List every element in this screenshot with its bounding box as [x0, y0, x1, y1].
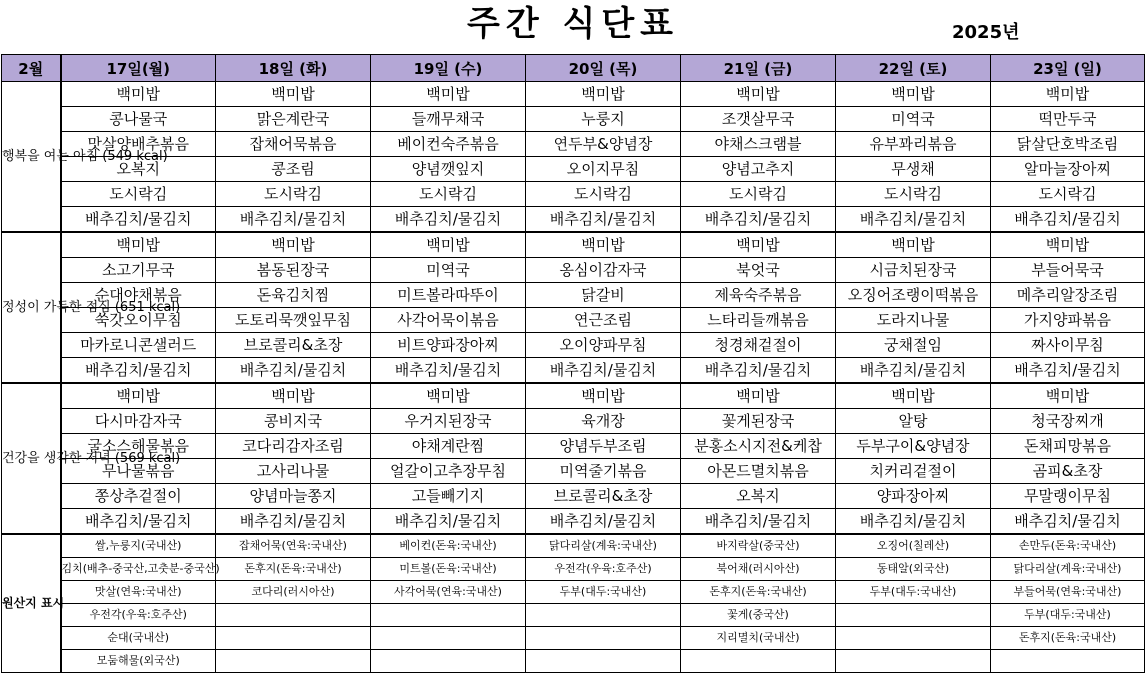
menu-item: 도시락김: [526, 182, 681, 207]
menu-item: 오이지무침: [526, 157, 681, 182]
origin-item: [216, 627, 371, 650]
origin-item: 돈후지(돈육:국내산): [216, 558, 371, 581]
origin-item: [836, 604, 991, 627]
menu-item: 배추김치/물김치: [61, 207, 216, 233]
day-header: 21일 (금): [681, 55, 836, 82]
menu-item: 브로콜리&초장: [216, 333, 371, 358]
menu-item: 연두부&양념장: [526, 132, 681, 157]
page-title: 주간 식단표: [466, 4, 680, 44]
menu-item: 미역줄기볶음: [526, 459, 681, 484]
menu-item: 브로콜리&초장: [526, 484, 681, 509]
menu-item: 배추김치/물김치: [371, 358, 526, 384]
menu-item: 누룽지: [526, 107, 681, 132]
menu-row: [2, 484, 1145, 509]
origin-item: 닭다리살(계육:국내산): [526, 534, 681, 558]
origin-item: [836, 650, 991, 673]
menu-item: 백미밥: [216, 383, 371, 409]
menu-item: 맑은계란국: [216, 107, 371, 132]
menu-item: 배추김치/물김치: [681, 207, 836, 233]
menu-item: 백미밥: [371, 82, 526, 107]
meal-label: 행복을 여는 아침 (549 kcal): [2, 82, 61, 233]
menu-row: [2, 308, 1145, 333]
menu-row: [2, 283, 1145, 308]
menu-item: 무말랭이무침: [991, 484, 1145, 509]
menu-item: 콩비지국: [216, 409, 371, 434]
menu-item: 미역국: [371, 258, 526, 283]
menu-item: 소고기무국: [61, 258, 216, 283]
menu-item: 양파장아찌: [836, 484, 991, 509]
menu-item: 봄동된장국: [216, 258, 371, 283]
menu-item: 다시마감자국: [61, 409, 216, 434]
month-header: 2월: [2, 55, 61, 82]
origin-item: [991, 650, 1145, 673]
menu-item: 육개장: [526, 409, 681, 434]
menu-item: 연근조림: [526, 308, 681, 333]
day-header: 17일(월): [61, 55, 216, 82]
menu-item: 백미밥: [991, 383, 1145, 409]
menu-item: 쑥갓오이무침: [61, 308, 216, 333]
menu-item: 비트양파장아찌: [371, 333, 526, 358]
menu-row: [2, 409, 1145, 434]
menu-item: 양념고추지: [681, 157, 836, 182]
origin-item: 지리멸치(국내산): [681, 627, 836, 650]
menu-row: [2, 132, 1145, 157]
origin-item: 두부(대두:국내산): [836, 581, 991, 604]
menu-item: 떡만두국: [991, 107, 1145, 132]
menu-item: 백미밥: [991, 82, 1145, 107]
menu-item: 느타리들깨볶음: [681, 308, 836, 333]
origin-item: 꽃게(중국산): [681, 604, 836, 627]
menu-item: 도시락김: [836, 182, 991, 207]
meal-label: 정성이 가득한 점심 (651 kcal): [2, 232, 61, 383]
menu-item: 고들빼기지: [371, 484, 526, 509]
menu-item: 돈육김치찜: [216, 283, 371, 308]
origin-item: 맛살(연육:국내산): [61, 581, 216, 604]
menu-item: 양념두부조림: [526, 434, 681, 459]
origin-item: 바지락살(중국산): [681, 534, 836, 558]
header-row: [2, 55, 1145, 82]
day-header: 20일 (목): [526, 55, 681, 82]
origin-item: 북어채(러시아산): [681, 558, 836, 581]
menu-item: 백미밥: [371, 383, 526, 409]
menu-item: 우거지된장국: [371, 409, 526, 434]
menu-item: 두부구이&양념장: [836, 434, 991, 459]
origin-row: [2, 650, 1145, 673]
menu-item: 콩조림: [216, 157, 371, 182]
menu-item: 배추김치/물김치: [681, 509, 836, 535]
menu-row: [2, 107, 1145, 132]
menu-item: 유부꽈리볶음: [836, 132, 991, 157]
menu-item: 배추김치/물김치: [371, 207, 526, 233]
menu-item: 백미밥: [61, 383, 216, 409]
origin-item: [371, 650, 526, 673]
menu-item: 궁채절임: [836, 333, 991, 358]
menu-item: 도시락김: [61, 182, 216, 207]
menu-item: 분홍소시지전&케찹: [681, 434, 836, 459]
menu-item: 백미밥: [526, 383, 681, 409]
menu-item: 미역국: [836, 107, 991, 132]
menu-item: 백미밥: [371, 232, 526, 258]
menu-row: [2, 434, 1145, 459]
menu-item: 배추김치/물김치: [991, 207, 1145, 233]
menu-item: 도토리묵깻잎무침: [216, 308, 371, 333]
menu-row: [2, 207, 1145, 233]
origin-item: [371, 627, 526, 650]
day-header: 22일 (토): [836, 55, 991, 82]
menu-item: 배추김치/물김치: [61, 358, 216, 384]
menu-item: 배추김치/물김치: [991, 509, 1145, 535]
origin-item: 미트볼(돈육:국내산): [371, 558, 526, 581]
origin-item: 두부(대두:국내산): [526, 581, 681, 604]
origin-item: 코다리(러시아산): [216, 581, 371, 604]
menu-item: 야채계란찜: [371, 434, 526, 459]
origin-item: 우전각(우육:호주산): [526, 558, 681, 581]
menu-item: 백미밥: [61, 232, 216, 258]
menu-item: 마카로니콘샐러드: [61, 333, 216, 358]
origin-item: 손만두(돈육:국내산): [991, 534, 1145, 558]
menu-item: 도시락김: [681, 182, 836, 207]
menu-row: [2, 182, 1145, 207]
day-header: 19일 (수): [371, 55, 526, 82]
origin-item: 쌀,누룽지(국내산): [61, 534, 216, 558]
menu-row: [2, 459, 1145, 484]
meal-label: 건강을 생각한 저녁 (569 kcal): [2, 383, 61, 534]
origin-item: 닭다리살(계육:국내산): [991, 558, 1145, 581]
menu-item: 돈채피망볶음: [991, 434, 1145, 459]
menu-item: 콩나물국: [61, 107, 216, 132]
menu-item: 북엇국: [681, 258, 836, 283]
menu-item: 배추김치/물김치: [216, 358, 371, 384]
menu-item: 짜사이무침: [991, 333, 1145, 358]
menu-item: 배추김치/물김치: [216, 509, 371, 535]
origin-item: 오징어(칠레산): [836, 534, 991, 558]
origin-item: 동태알(외국산): [836, 558, 991, 581]
menu-item: 배추김치/물김치: [61, 509, 216, 535]
menu-item: 베이컨숙주볶음: [371, 132, 526, 157]
origin-item: 김치(배추-중국산,고춧분-중국산): [61, 558, 216, 581]
menu-item: 백미밥: [836, 232, 991, 258]
origin-row: [2, 534, 1145, 558]
menu-item: 오복지: [681, 484, 836, 509]
menu-item: 잡채어묵볶음: [216, 132, 371, 157]
menu-item: 백미밥: [216, 232, 371, 258]
menu-item: 고사리나물: [216, 459, 371, 484]
menu-item: 가지양파볶음: [991, 308, 1145, 333]
menu-item: 백미밥: [681, 232, 836, 258]
menu-item: 미트볼라따뚜이: [371, 283, 526, 308]
menu-item: 백미밥: [991, 232, 1145, 258]
menu-item: 아몬드멸치볶음: [681, 459, 836, 484]
menu-item: 오이양파무침: [526, 333, 681, 358]
menu-item: 청경채겉절이: [681, 333, 836, 358]
origin-item: 두부(대두:국내산): [991, 604, 1145, 627]
menu-item: 백미밥: [681, 82, 836, 107]
menu-item: 치커리겉절이: [836, 459, 991, 484]
origin-item: [371, 604, 526, 627]
menu-row: [2, 333, 1145, 358]
menu-item: 쫑상추겉절이: [61, 484, 216, 509]
menu-item: 제육숙주볶음: [681, 283, 836, 308]
menu-item: 알마늘장아찌: [991, 157, 1145, 182]
origin-item: 부들어묵(연육:국내산): [991, 581, 1145, 604]
menu-item: 시금치된장국: [836, 258, 991, 283]
menu-item: 야채스크램블: [681, 132, 836, 157]
menu-item: 닭갈비: [526, 283, 681, 308]
menu-item: 도시락김: [216, 182, 371, 207]
origin-item: [216, 650, 371, 673]
origin-row: [2, 627, 1145, 650]
menu-row: [2, 82, 1145, 107]
menu-item: 백미밥: [836, 82, 991, 107]
origin-item: [526, 604, 681, 627]
menu-item: 백미밥: [836, 383, 991, 409]
menu-item: 메추리알장조림: [991, 283, 1145, 308]
menu-item: 닭살단호박조림: [991, 132, 1145, 157]
menu-item: 무생채: [836, 157, 991, 182]
menu-item: 배추김치/물김치: [526, 358, 681, 384]
origin-label: 원산지 표시: [2, 534, 61, 673]
year-label: 2025년: [952, 22, 1020, 43]
menu-item: 코다리감자조림: [216, 434, 371, 459]
menu-item: 배추김치/물김치: [216, 207, 371, 233]
menu-item: 배추김치/물김치: [526, 207, 681, 233]
menu-item: 도라지나물: [836, 308, 991, 333]
menu-row: [2, 258, 1145, 283]
origin-item: 돈후지(돈육:국내산): [991, 627, 1145, 650]
menu-item: 배추김치/물김치: [991, 358, 1145, 384]
origin-item: 우전각(우육:호주산): [61, 604, 216, 627]
menu-item: 꽃게된장국: [681, 409, 836, 434]
day-header: 18일 (화): [216, 55, 371, 82]
menu-item: 도시락김: [991, 182, 1145, 207]
menu-item: 백미밥: [216, 82, 371, 107]
day-header: 23일 (일): [991, 55, 1145, 82]
menu-item: 순대야채볶음: [61, 283, 216, 308]
menu-row: [2, 157, 1145, 182]
menu-item: 맛살양배추볶음: [61, 132, 216, 157]
menu-item: 배추김치/물김치: [836, 207, 991, 233]
menu-item: 배추김치/물김치: [836, 509, 991, 535]
menu-item: 사각어묵이볶음: [371, 308, 526, 333]
origin-item: [216, 604, 371, 627]
menu-item: 오징어조랭이떡볶음: [836, 283, 991, 308]
origin-row: [2, 581, 1145, 604]
menu-row: [2, 358, 1145, 384]
menu-table: [1, 54, 1145, 673]
menu-item: 오복지: [61, 157, 216, 182]
menu-item: 부들어묵국: [991, 258, 1145, 283]
menu-item: 백미밥: [526, 82, 681, 107]
origin-item: 돈후지(돈육:국내산): [681, 581, 836, 604]
menu-item: 백미밥: [61, 82, 216, 107]
origin-row: [2, 604, 1145, 627]
menu-item: 얼갈이고추장무침: [371, 459, 526, 484]
menu-item: 곰피&초장: [991, 459, 1145, 484]
origin-item: [836, 627, 991, 650]
menu-item: 들깨무채국: [371, 107, 526, 132]
menu-item: 배추김치/물김치: [836, 358, 991, 384]
menu-item: 양념마늘쫑지: [216, 484, 371, 509]
origin-item: 모둠해물(외국산): [61, 650, 216, 673]
origin-item: [526, 627, 681, 650]
menu-item: 청국장찌개: [991, 409, 1145, 434]
origin-item: 사각어묵(연육:국내산): [371, 581, 526, 604]
menu-row: [2, 383, 1145, 409]
origin-item: 베이컨(돈육:국내산): [371, 534, 526, 558]
menu-item: 배추김치/물김치: [526, 509, 681, 535]
origin-item: [681, 650, 836, 673]
origin-row: [2, 558, 1145, 581]
origin-item: [526, 650, 681, 673]
menu-item: 무나물볶음: [61, 459, 216, 484]
menu-item: 옹심이감자국: [526, 258, 681, 283]
origin-item: 순대(국내산): [61, 627, 216, 650]
menu-item: 백미밥: [526, 232, 681, 258]
origin-item: 잡채어묵(연육:국내산): [216, 534, 371, 558]
menu-item: 백미밥: [681, 383, 836, 409]
menu-item: 배추김치/물김치: [681, 358, 836, 384]
menu-item: 도시락김: [371, 182, 526, 207]
menu-row: [2, 509, 1145, 535]
menu-item: 양념깻잎지: [371, 157, 526, 182]
menu-item: 알탕: [836, 409, 991, 434]
menu-item: 굴소스해물볶음: [61, 434, 216, 459]
menu-row: [2, 232, 1145, 258]
menu-item: 조갯살무국: [681, 107, 836, 132]
menu-item: 배추김치/물김치: [371, 509, 526, 535]
